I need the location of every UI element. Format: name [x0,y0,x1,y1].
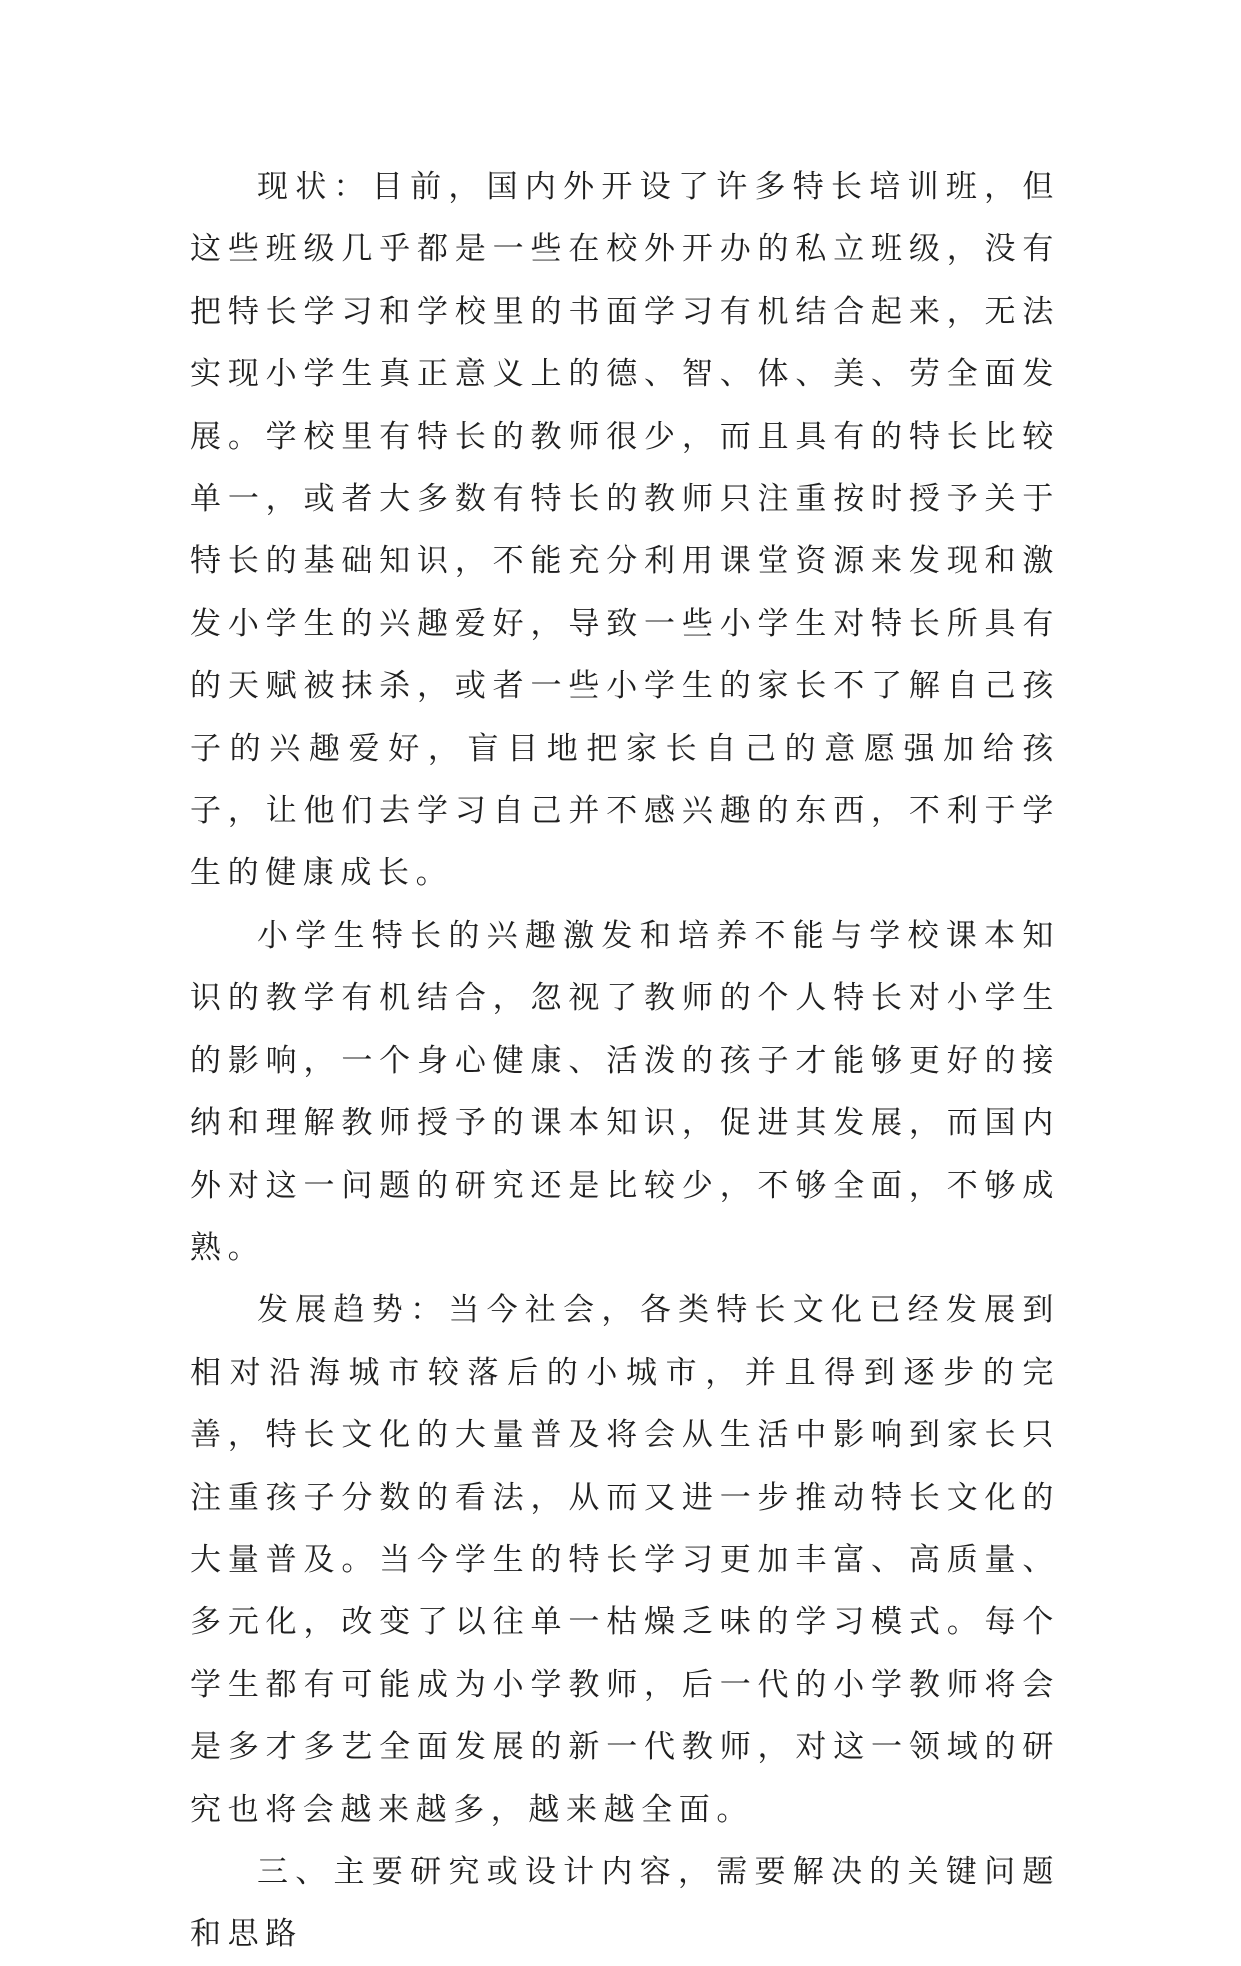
section-heading: 三、主要研究或设计内容，需要解决的关键问题和思路 [190,1853,1060,1953]
paragraph-problem: 小学生特长的兴趣激发和培养不能与学校课本知识的教学有机结合，忽视了教师的个人特长对小学生的影响，一个身心健康、活泼的孩子才能够更好的接纳和理解教师授予的课本知识，促进其发展，而国内外对这一问题的研究还是比较少，不够全面，不够成熟。 [190,917,1060,1266]
document-body [190,156,1060,1966]
paragraph-status: 现状：目前，国内外开设了许多特长培训班，但这些班级几乎都是一些在校外开办的私立班级，没有把特长学习和学校里的书面学习有机结合起来，无法实现小学生真正意义上的德、智、体、美、劳全面发展。学校里有特长的教师很少，而且具有的特长比较单一，或者大多数有特长的教师只注重按时授予关于特长的基础知识，不能充分利用课堂资源来发现和激发小学生的兴趣爱好，导致一些小学生对特长所具有的天赋被抹杀，或者一些小学生的家长不了解自己孩子的兴趣爱好，盲目地把家长自己的意愿强加给孩子，让他们去学习自己并不感兴趣的东西，不利于学生的健康成长。 [190,169,1060,892]
paragraph-trend: 发展趋势：当今社会，各类特长文化已经发展到相对沿海城市较落后的小城市，并且得到逐步的完善，特长文化的大量普及将会从生活中影响到家长只注重孩子分数的看法，从而又进一步推动特长文化的大量普及。当今学生的特长学习更加丰富、高质量、多元化，改变了以往单一枯燥乏味的学习模式。每个学生都有可能成为小学教师，后一代的小学教师将会是多才多艺全面发展的新一代教师，对这一领域的研究也将会越来越多，越来越全面。 [190,1292,1060,1828]
